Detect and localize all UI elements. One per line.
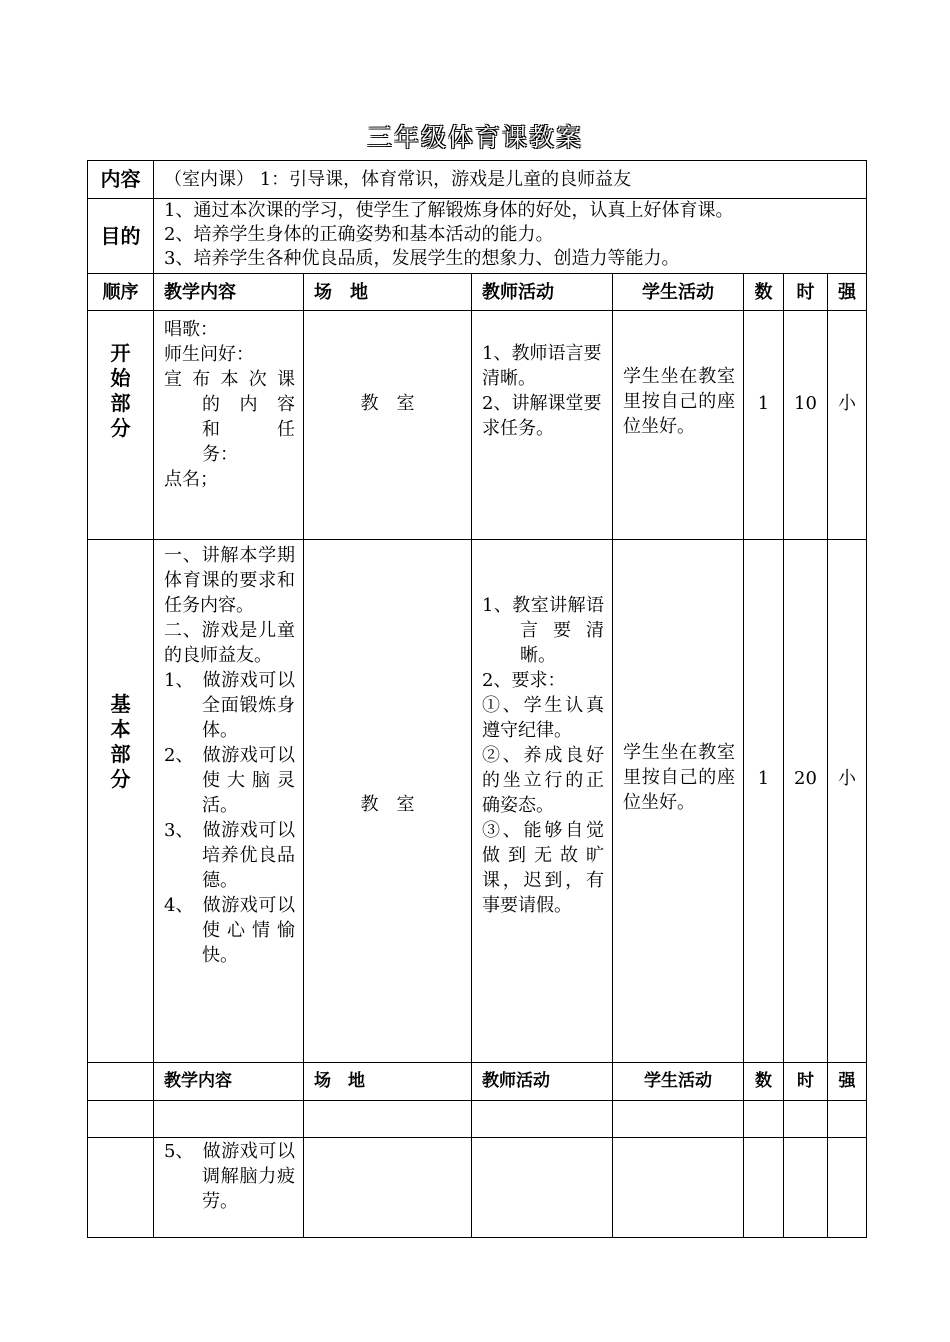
item-text: 做游戏可以使心情愉快。 bbox=[202, 895, 295, 966]
content-label: 内容 bbox=[88, 161, 154, 199]
goal-item: 2、培养学生身体的正确姿势和基本活动的能力。 bbox=[164, 224, 554, 245]
continued-row bbox=[88, 1138, 867, 1238]
item-text: 做游戏可以全面锻炼身体。 bbox=[202, 670, 295, 741]
basic-content-item bbox=[164, 743, 295, 818]
goals-label: 目的 bbox=[88, 199, 154, 274]
goals-row bbox=[88, 199, 867, 274]
basic-teacher-line: ②、养成良好的坐立行的正确姿态。 bbox=[482, 745, 604, 816]
header-count: 数 bbox=[744, 274, 784, 311]
basic-section-row bbox=[88, 540, 867, 1063]
item-text: 做游戏可以使大脑灵活。 bbox=[202, 745, 295, 816]
header-row bbox=[88, 274, 867, 311]
header-row-repeat bbox=[88, 1063, 867, 1101]
start-section-row bbox=[88, 311, 867, 540]
basic-content-item bbox=[164, 893, 295, 968]
header-content: 教学内容 bbox=[154, 274, 304, 311]
empty-cell bbox=[613, 1138, 744, 1238]
header-order: 顺序 bbox=[88, 274, 154, 311]
start-content-line: 唱歌： bbox=[164, 319, 218, 340]
start-content-line: 务： bbox=[202, 444, 238, 465]
empty-cell bbox=[154, 1101, 304, 1138]
basic-content-intro: 二、游戏是儿童的良师益友。 bbox=[164, 620, 295, 666]
empty-cell bbox=[613, 1101, 744, 1138]
start-intensity: 小 bbox=[828, 311, 867, 540]
empty-cell bbox=[88, 1138, 154, 1238]
lesson-plan-table bbox=[87, 160, 867, 1238]
item-text: 做游戏可以培养优良品德。 bbox=[202, 820, 295, 891]
basic-content-intro: 一、讲解本学期体育课的要求和任务内容。 bbox=[164, 545, 295, 616]
item-number: 2、 bbox=[164, 745, 194, 766]
empty-cell bbox=[88, 1101, 154, 1138]
start-teacher-cell bbox=[472, 311, 613, 540]
start-content-line: 宣布本次课 bbox=[164, 369, 295, 390]
item-number: 4、 bbox=[164, 895, 194, 916]
header-content: 教学内容 bbox=[154, 1063, 304, 1101]
basic-content-cell bbox=[154, 540, 304, 1063]
basic-content-item bbox=[164, 818, 295, 893]
empty-cell bbox=[304, 1138, 472, 1238]
start-content-cell bbox=[154, 311, 304, 540]
empty-cell bbox=[472, 1101, 613, 1138]
empty-cell bbox=[744, 1101, 784, 1138]
item-number: 3、 bbox=[164, 820, 194, 841]
start-student: 学生坐在教室里按自己的座位坐好。 bbox=[613, 311, 744, 540]
header-venue: 场 地 bbox=[304, 274, 472, 311]
goal-item: 1、通过本次课的学习，使学生了解锻炼身体的好处，认真上好体育课。 bbox=[164, 200, 734, 221]
page-title: 三年级体育课教案 bbox=[366, 123, 583, 152]
header-teacher: 教师活动 bbox=[472, 274, 613, 311]
header-teacher: 教师活动 bbox=[472, 1063, 613, 1101]
empty-row bbox=[88, 1101, 867, 1138]
basic-intensity: 小 bbox=[828, 540, 867, 1063]
basic-venue: 教 室 bbox=[304, 540, 472, 1063]
start-content-line: 和任 bbox=[202, 419, 295, 440]
start-order-cell bbox=[88, 311, 154, 540]
basic-teacher-cell bbox=[472, 540, 613, 1063]
empty-cell bbox=[744, 1138, 784, 1238]
basic-order-cell bbox=[88, 540, 154, 1063]
start-content-line: 点名； bbox=[164, 469, 218, 490]
basic-teacher-line: 2、要求： bbox=[482, 670, 566, 691]
start-teacher-line: 2、讲解课堂要求任务。 bbox=[482, 393, 602, 439]
goal-item: 3、培养学生各种优良品质，发展学生的想象力、创造力等能力。 bbox=[164, 248, 680, 269]
content-text: （室内课） 1：引导课，体育常识，游戏是儿童的良师益友 bbox=[154, 161, 867, 199]
empty-cell bbox=[304, 1101, 472, 1138]
empty-cell bbox=[784, 1101, 828, 1138]
continued-item bbox=[164, 1139, 295, 1214]
basic-count: 1 bbox=[744, 540, 784, 1063]
goals-list bbox=[154, 199, 867, 274]
basic-teacher-line: ①、学生认真遵守纪律。 bbox=[482, 695, 604, 741]
header-venue: 场 地 bbox=[304, 1063, 472, 1101]
start-content-line: 师生问好： bbox=[164, 344, 254, 365]
content-row bbox=[88, 161, 867, 199]
empty-cell bbox=[88, 1063, 154, 1101]
empty-cell bbox=[472, 1138, 613, 1238]
header-count: 数 bbox=[744, 1063, 784, 1101]
start-venue: 教 室 bbox=[304, 311, 472, 540]
item-text: 做游戏可以调解脑力疲劳。 bbox=[202, 1141, 295, 1212]
header-student: 学生活动 bbox=[613, 1063, 744, 1101]
start-count: 1 bbox=[744, 311, 784, 540]
start-order-label: 开始部分 bbox=[110, 341, 131, 440]
header-intensity: 强 bbox=[828, 274, 867, 311]
start-teacher-line: 1、教师语言要清晰。 bbox=[482, 343, 602, 389]
empty-cell bbox=[828, 1101, 867, 1138]
basic-teacher-line: 1、教室讲解语言要清晰。 bbox=[482, 595, 604, 666]
header-time: 时 bbox=[784, 274, 828, 311]
basic-order-label: 基本部分 bbox=[110, 692, 131, 791]
item-number: 1、 bbox=[164, 670, 194, 691]
start-time: 10 bbox=[784, 311, 828, 540]
header-student: 学生活动 bbox=[613, 274, 744, 311]
header-intensity: 强 bbox=[828, 1063, 867, 1101]
header-time: 时 bbox=[784, 1063, 828, 1101]
basic-teacher-line: ③、能够自觉做到无故旷课，迟到，有事要请假。 bbox=[482, 820, 604, 916]
empty-cell bbox=[828, 1138, 867, 1238]
basic-content-item bbox=[164, 668, 295, 743]
basic-time: 20 bbox=[784, 540, 828, 1063]
continued-content-cell bbox=[154, 1138, 304, 1238]
basic-student: 学生坐在教室里按自己的座位坐好。 bbox=[613, 540, 744, 1063]
item-number: 5、 bbox=[164, 1141, 194, 1162]
empty-cell bbox=[784, 1138, 828, 1238]
start-content-line: 的内容 bbox=[202, 394, 295, 415]
